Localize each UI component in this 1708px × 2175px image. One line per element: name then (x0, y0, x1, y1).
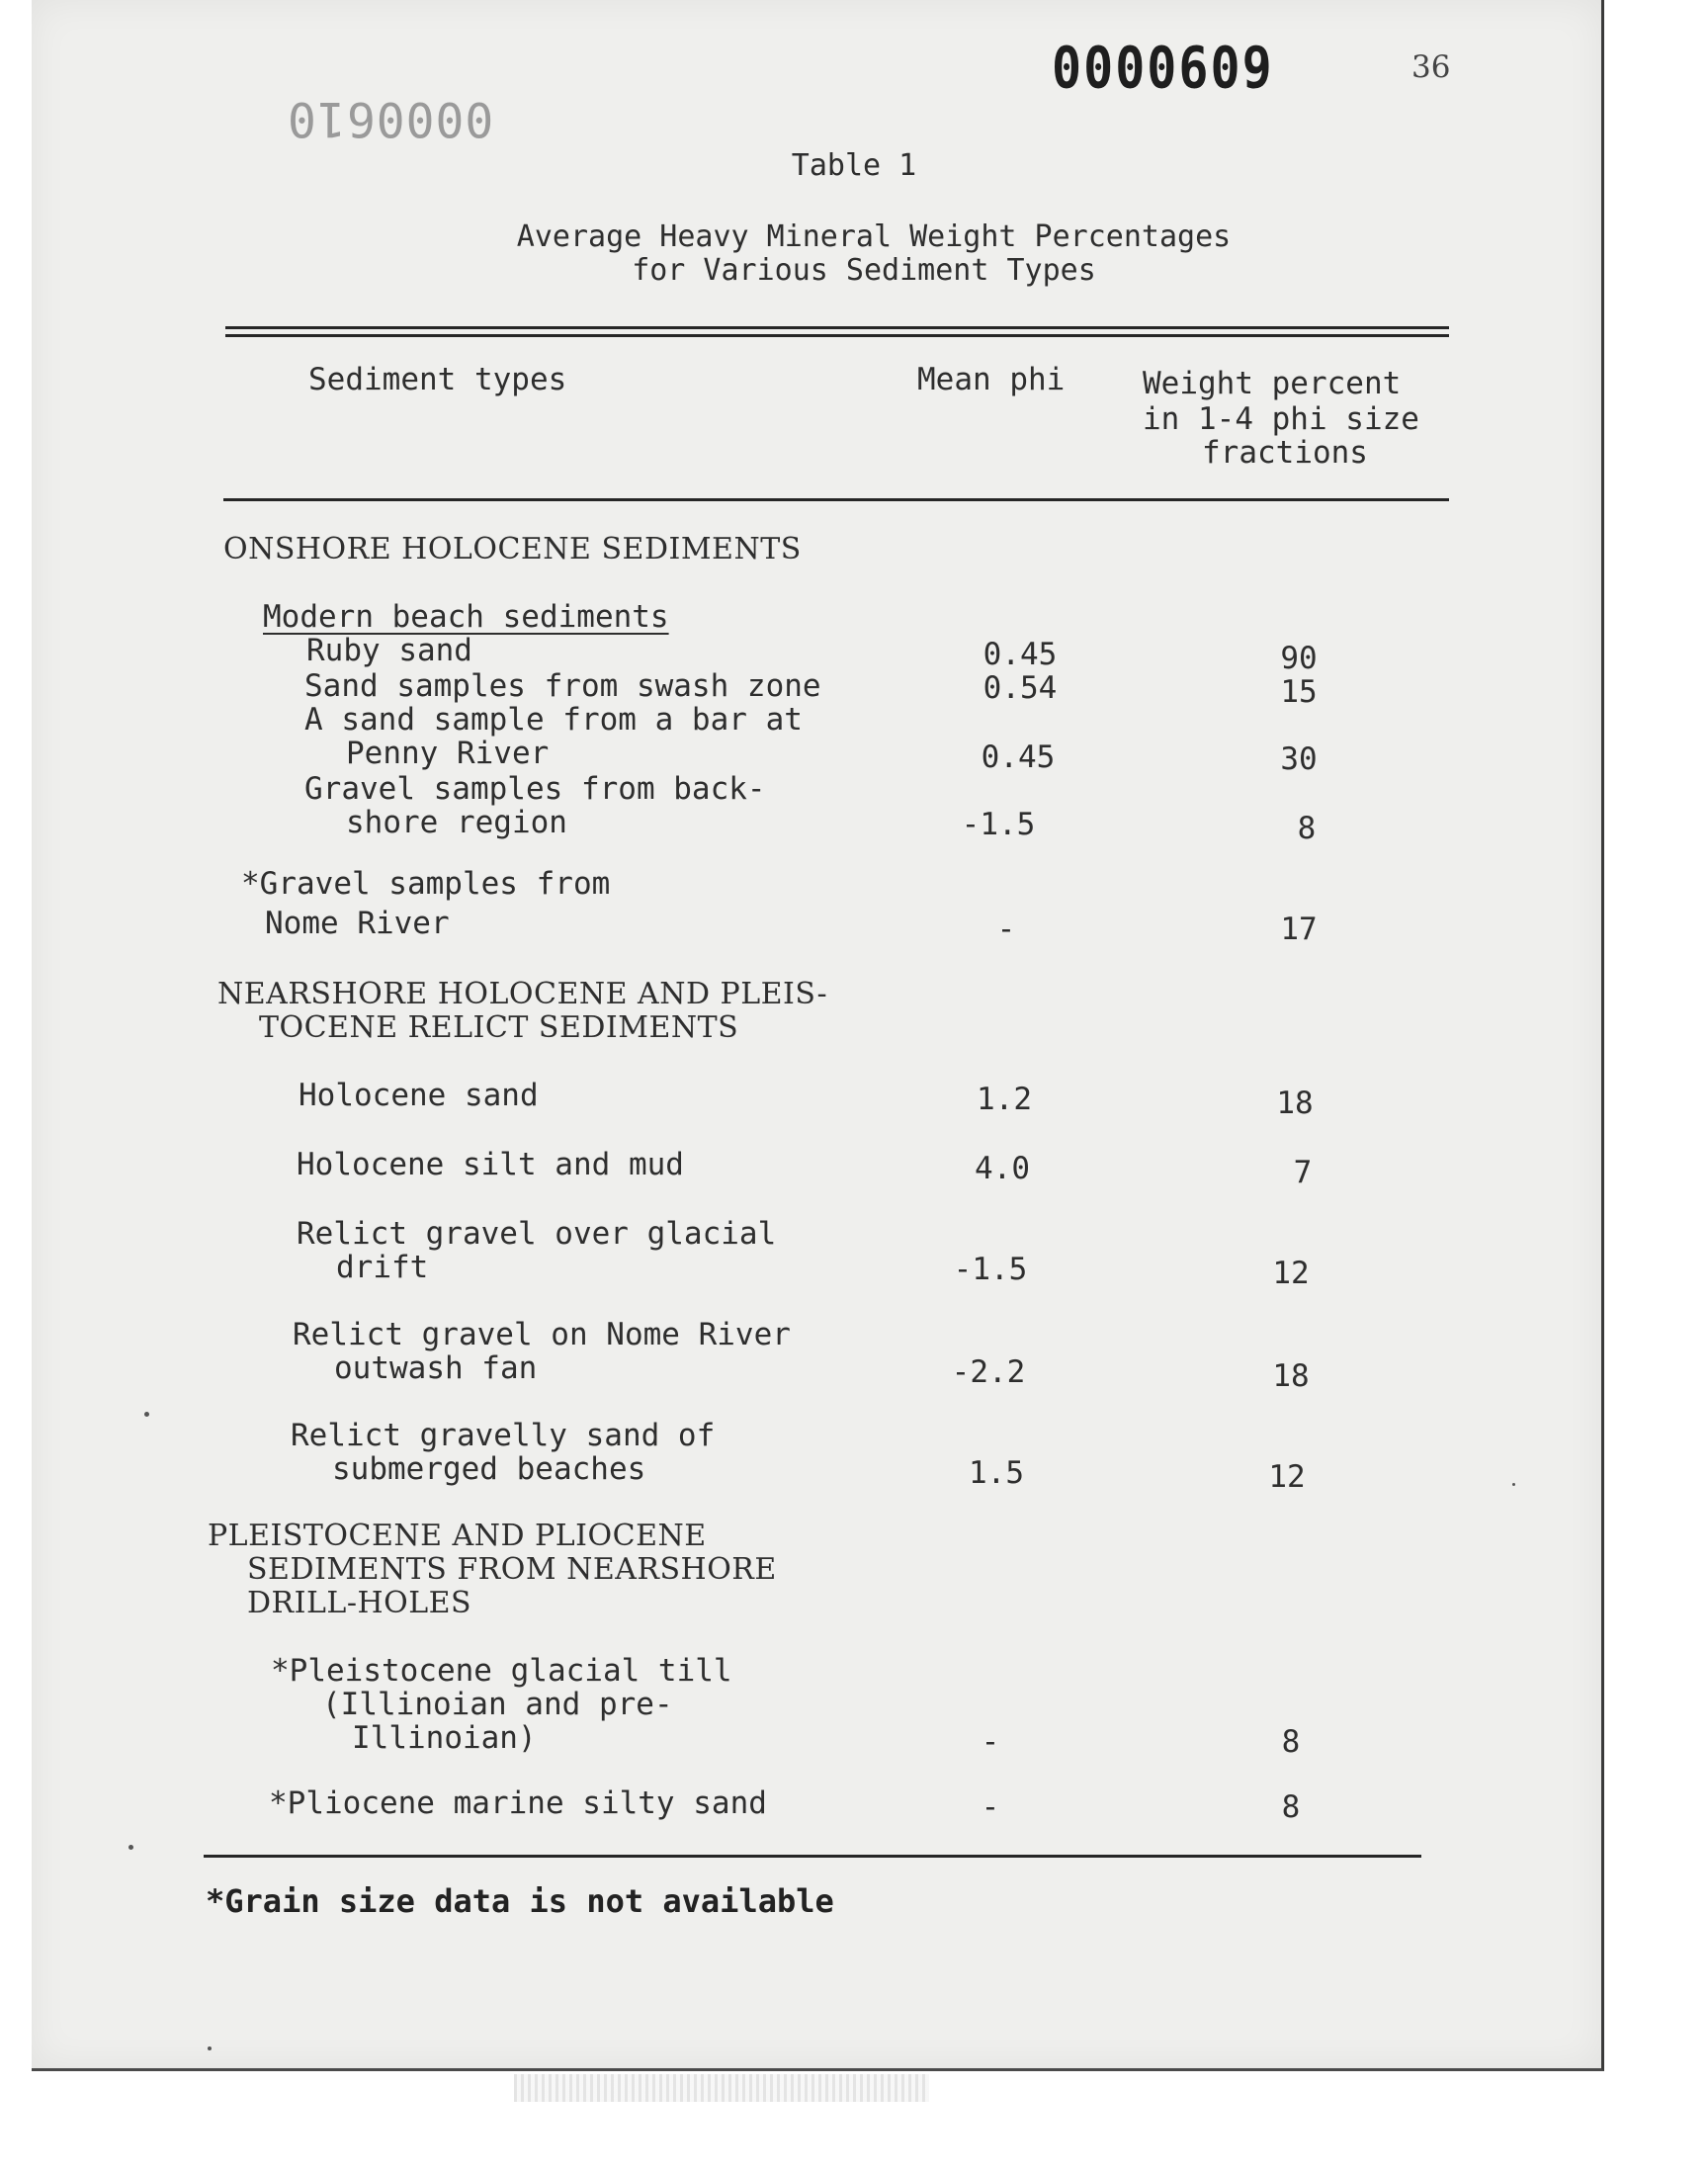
row-weight: 17 (1280, 912, 1318, 947)
top-rule-second (225, 334, 1449, 337)
row-weight: 8 (1297, 811, 1317, 846)
section-pleistocene-line3: DRILL-HOLES (247, 1586, 472, 1620)
top-rule (225, 326, 1449, 329)
section-pleistocene: PLEISTOCENE AND PLIOCENE (208, 1519, 707, 1553)
row-mean-phi: - (996, 912, 1016, 947)
row-label: Relict gravelly sand of (291, 1418, 716, 1453)
footnote: *Grain size data is not available (206, 1882, 834, 1920)
scan-speck (128, 1845, 133, 1850)
table-label: Table 1 (791, 148, 917, 183)
section-nearshore: NEARSHORE HOLOCENE AND PLEIS- (217, 977, 828, 1011)
row-weight: 12 (1268, 1459, 1306, 1495)
row-weight: 15 (1280, 674, 1318, 710)
row-weight: 18 (1276, 1086, 1314, 1121)
row-label: A sand sample from a bar at (304, 702, 803, 738)
row-label: Ruby sand (306, 633, 472, 668)
page-number: 36 (1411, 49, 1451, 85)
row-label: Holocene sand (299, 1078, 539, 1113)
table-title-line1: Average Heavy Mineral Weight Percentages (516, 219, 1232, 254)
row-mean-phi: 0.54 (982, 670, 1058, 706)
row-weight: 90 (1280, 641, 1318, 676)
row-label: Relict gravel on Nome River (293, 1317, 791, 1352)
row-label: *Pleistocene glacial till (271, 1653, 732, 1689)
header-sediment-types: Sediment types (308, 362, 567, 397)
row-label: Sand samples from swash zone (304, 668, 821, 704)
header-weight-percent-line2: in 1-4 phi size (1143, 401, 1419, 437)
row-weight: 12 (1272, 1256, 1310, 1291)
row-weight: 18 (1272, 1358, 1310, 1394)
faint-stamp: 0000610 (287, 91, 494, 146)
row-mean-phi: 0.45 (982, 637, 1058, 672)
section-onshore: ONSHORE HOLOCENE SEDIMENTS (223, 532, 802, 566)
row-mean-phi: - (981, 1724, 1000, 1760)
row-label-continued: drift (336, 1250, 429, 1285)
scan-speck (144, 1412, 149, 1417)
row-label-continued: Penny River (346, 736, 550, 771)
header-mean-phi: Mean phi (917, 362, 1066, 397)
row-label-continued: shore region (346, 805, 567, 840)
row-mean-phi: - (981, 1789, 1000, 1825)
row-label-continued: submerged beaches (332, 1451, 646, 1487)
header-weight-percent-line3: fractions (1202, 435, 1368, 471)
section-pleistocene-line2: SEDIMENTS FROM NEARSHORE (247, 1552, 777, 1587)
row-mean-phi: 1.2 (977, 1082, 1032, 1117)
subsection-modern-beach: Modern beach sediments (263, 599, 669, 635)
row-label: Relict gravel over glacial (297, 1216, 777, 1252)
row-mean-phi: 4.0 (975, 1151, 1030, 1186)
section-nearshore-line2: TOCENE RELICT SEDIMENTS (259, 1010, 739, 1045)
row-mean-phi: 1.5 (969, 1455, 1024, 1491)
table-title-line2: for Various Sediment Types (632, 253, 1096, 288)
row-label: Gravel samples from back- (304, 771, 766, 807)
row-weight: 30 (1280, 741, 1318, 777)
row-label: *Pliocene marine silty sand (269, 1785, 767, 1821)
row-mean-phi: -1.5 (953, 1252, 1028, 1287)
scan-edge-strip (514, 2074, 929, 2102)
scan-speck (1512, 1483, 1515, 1486)
row-weight: 7 (1293, 1155, 1313, 1190)
row-weight: 8 (1281, 1724, 1301, 1760)
row-label: Holocene silt and mud (297, 1147, 684, 1182)
header-weight-percent: Weight percent (1143, 366, 1402, 401)
scan-speck (208, 2046, 212, 2050)
header-rule (223, 498, 1449, 501)
bottom-rule (204, 1855, 1421, 1858)
row-label: *Gravel samples from (241, 866, 611, 902)
row-weight: 8 (1281, 1789, 1301, 1825)
row-mean-phi: -2.2 (951, 1354, 1026, 1390)
row-label-continued: outwash fan (334, 1350, 538, 1386)
row-mean-phi: -1.5 (961, 807, 1036, 842)
row-label-continued: (Illinoian and pre- (322, 1687, 673, 1722)
row-label-continued: Illinoian) (352, 1720, 537, 1756)
row-mean-phi: 0.45 (981, 740, 1056, 775)
document-stamp: 0000609 (1052, 35, 1274, 102)
row-label-continued: Nome River (265, 906, 450, 941)
